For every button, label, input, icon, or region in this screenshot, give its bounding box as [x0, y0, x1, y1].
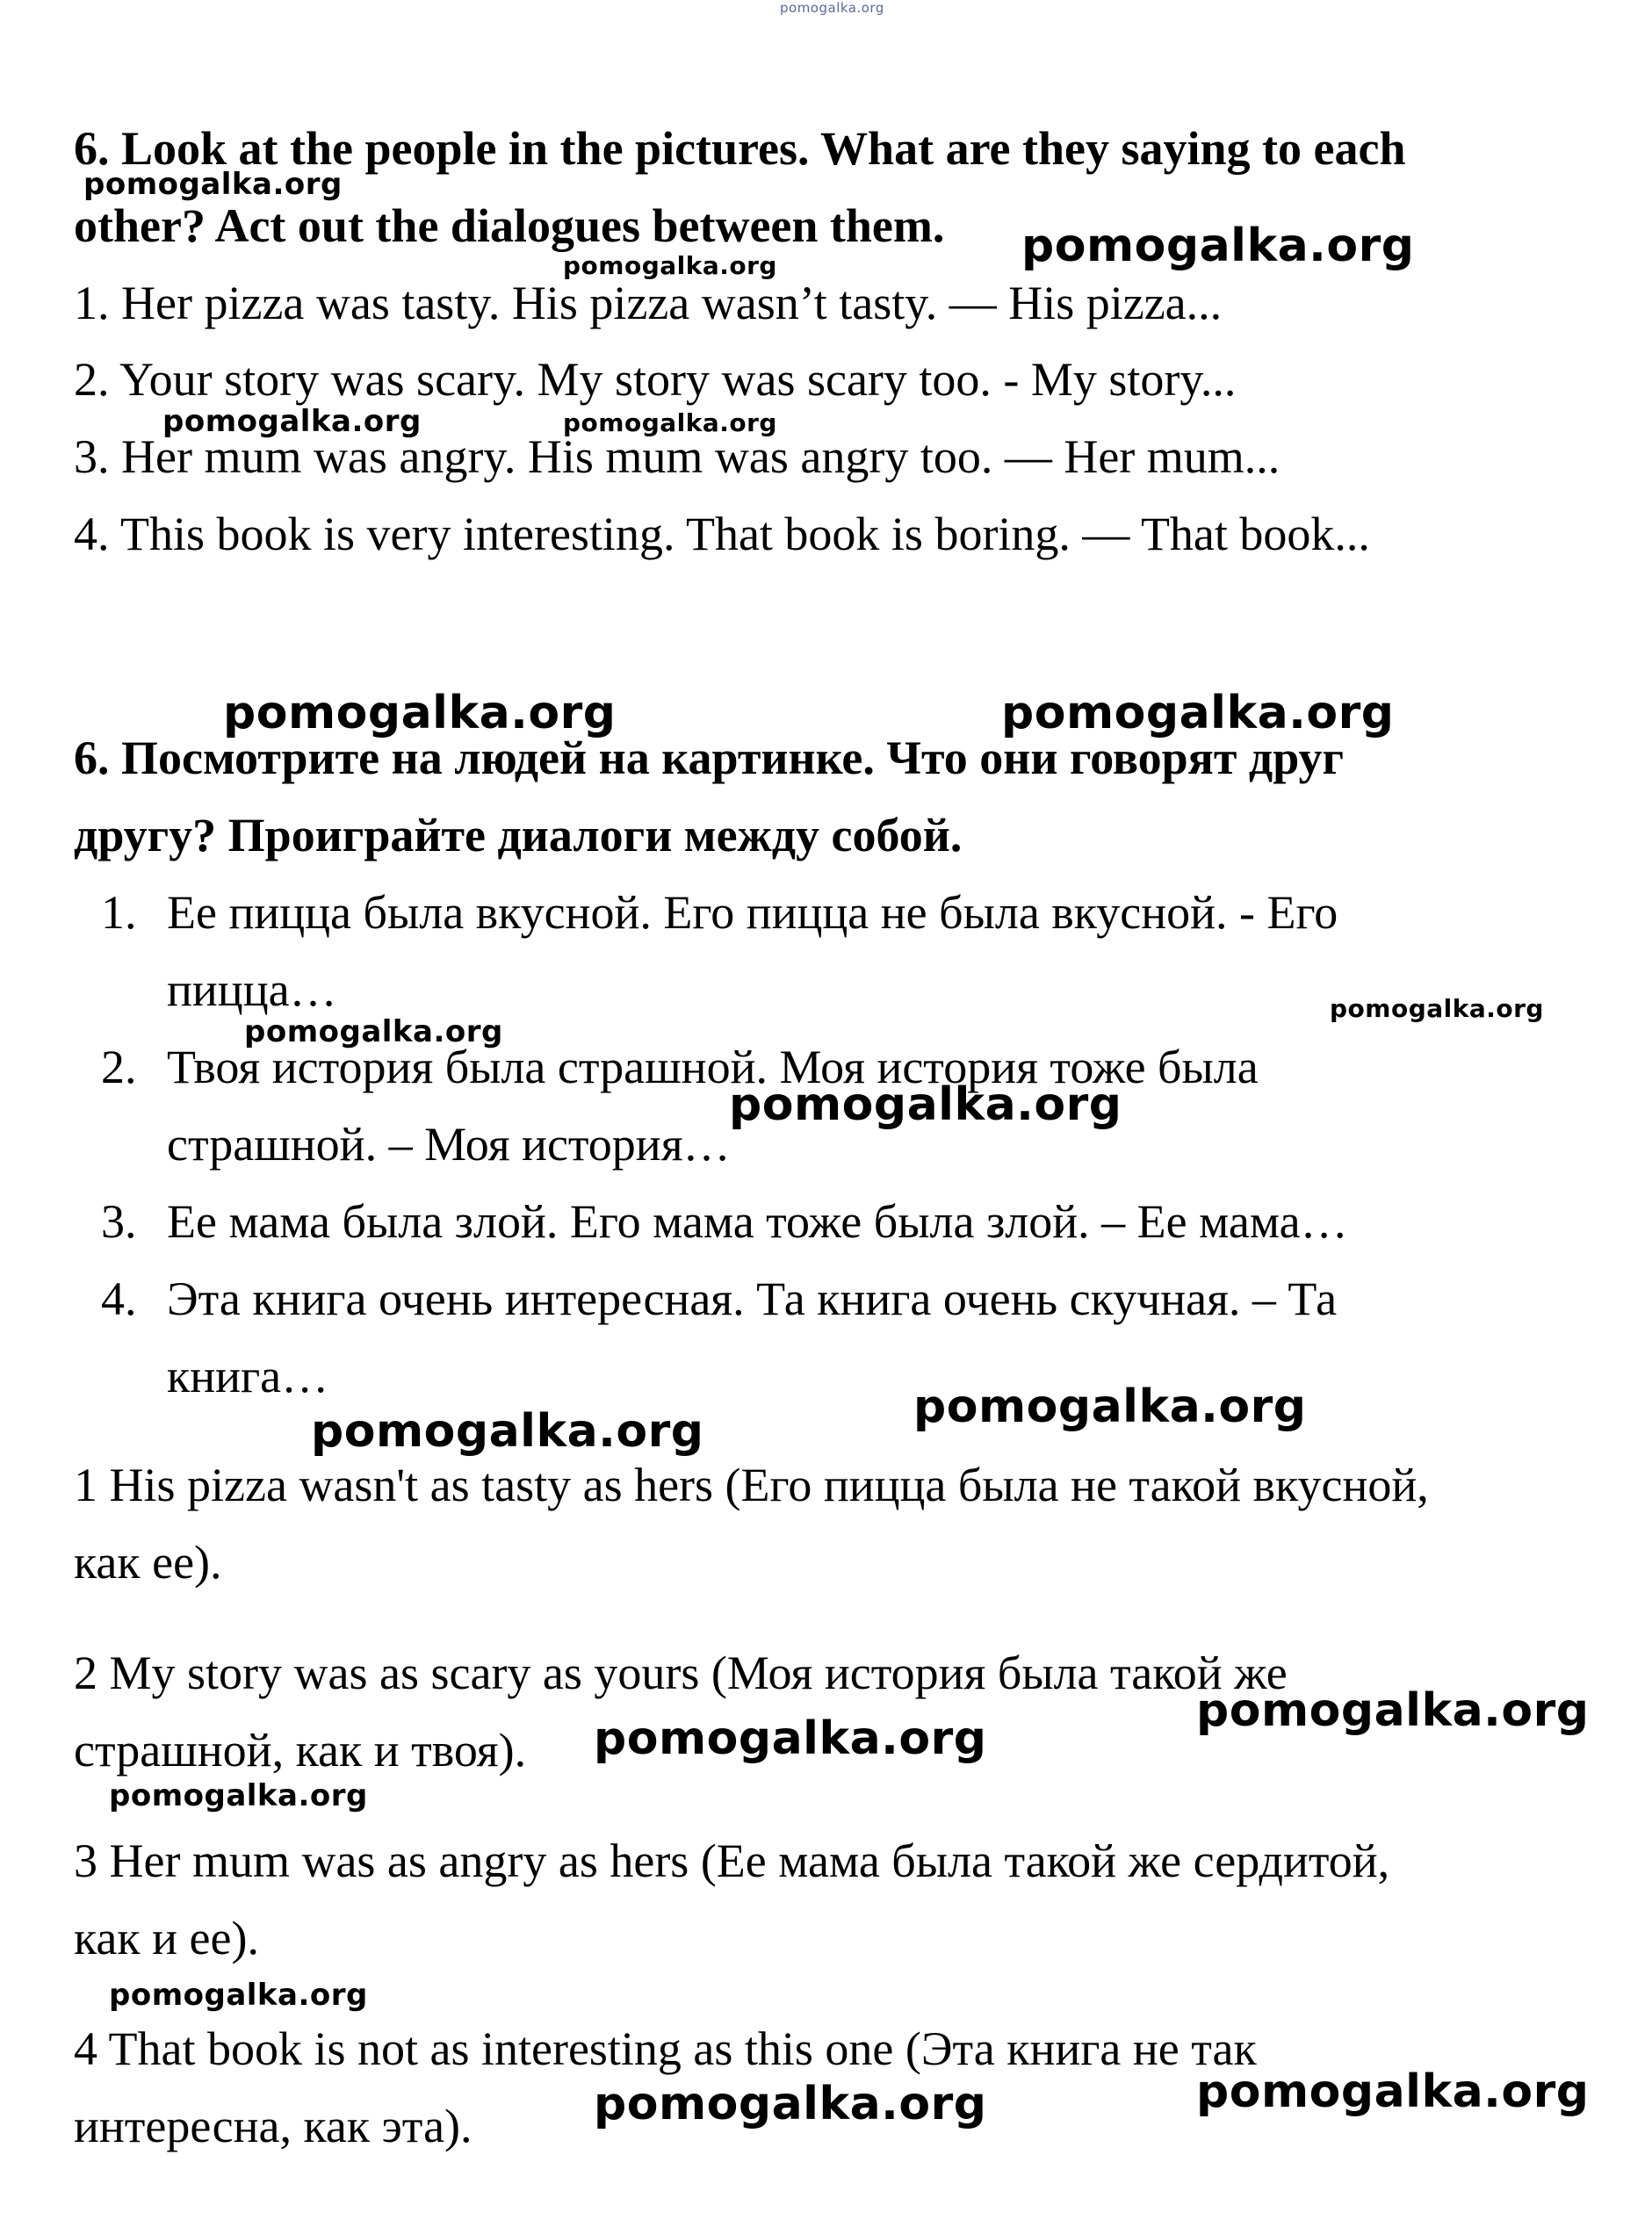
english-item-2: 2. Your story was scary. My story was scary too. - My story... — [74, 353, 1237, 406]
watermark: pomogalka.org — [1196, 2065, 1590, 2118]
watermark: pomogalka.org — [311, 1405, 704, 1458]
russian-item-3-line1: Ее мама была злой. Его мама тоже была злой. – Ее мама… — [167, 1195, 1348, 1248]
watermark: pomogalka.org — [162, 404, 422, 439]
watermark: pomogalka.org — [594, 2078, 987, 2130]
watermark: pomogalka.org — [1001, 687, 1395, 739]
answer-3-line1: 3 Her mum was as angry as hers (Ее мама была такой же сердитой, — [74, 1834, 1390, 1887]
russian-item-4-line2: книга… — [167, 1350, 329, 1402]
watermark: pomogalka.org — [109, 1778, 368, 1813]
english-item-4: 4. This book is very interesting. That book is boring. — That book... — [74, 508, 1370, 560]
watermark: pomogalka.org — [1021, 220, 1415, 272]
watermark: pomogalka.org — [563, 251, 777, 280]
watermark: pomogalka.org — [563, 408, 777, 437]
answer-3-line2: как и ее). — [74, 1912, 259, 1964]
russian-item-1-line1: Ее пицца была вкусной. Его пицца не была вкусной. - Его — [167, 886, 1338, 939]
watermark: pomogalka.org — [109, 1978, 368, 2013]
answer-2-line2: страшной, как и твоя). — [74, 1724, 527, 1777]
answer-2-line1: 2 My story was as scary as yours (Моя история была такой же — [74, 1647, 1288, 1699]
watermark: pomogalka.org — [1196, 1684, 1590, 1737]
english-heading-line1: 6. Look at the people in the pictures. What are they saying to each — [74, 122, 1406, 175]
answer-1-line1: 1 His pizza wasn't as tasty as hers (Его пицца была не такой вкусной, — [74, 1459, 1429, 1511]
russian-item-1-line2: пицца… — [167, 963, 337, 1016]
watermark: pomogalka.org — [223, 687, 617, 739]
russian-item-2-line2: страшной. – Моя история… — [167, 1118, 731, 1171]
answer-4-line1: 4 That book is not as interesting as this one (Эта книга не так — [74, 2022, 1257, 2075]
russian-item-2-line1: Твоя история была страшной. Моя история тоже была — [167, 1041, 1259, 1093]
russian-item-4-number: 4. — [101, 1272, 137, 1325]
english-item-3: 3. Her mum was angry. His mum was angry too. — Her mum... — [74, 430, 1280, 483]
russian-item-1-number: 1. — [101, 886, 137, 939]
answer-4-line2: интересна, как эта). — [74, 2100, 473, 2152]
russian-item-2-number: 2. — [101, 1041, 137, 1093]
watermark: pomogalka.org — [913, 1380, 1307, 1433]
russian-heading-line2: другу? Проиграйте диалоги между собой. — [74, 809, 963, 861]
russian-item-4-line1: Эта книга очень интересная. Та книга очень скучная. – Та — [167, 1272, 1338, 1325]
watermark-top: pomogalka.org — [780, 0, 884, 16]
russian-item-3-number: 3. — [101, 1195, 137, 1248]
english-heading-line2: other? Act out the dialogues between them. — [74, 199, 945, 252]
english-item-1: 1. Her pizza was tasty. His pizza wasn’t tasty. — His pizza... — [74, 277, 1223, 329]
watermark: pomogalka.org — [729, 1078, 1122, 1131]
watermark: pomogalka.org — [244, 1014, 503, 1049]
watermark: pomogalka.org — [83, 167, 343, 202]
watermark: pomogalka.org — [594, 1712, 987, 1765]
answer-1-line2: как ее). — [74, 1536, 222, 1589]
watermark: pomogalka.org — [1330, 994, 1544, 1023]
russian-heading-line1: 6. Посмотрите на людей на картинке. Что они говорят друг — [74, 732, 1345, 784]
